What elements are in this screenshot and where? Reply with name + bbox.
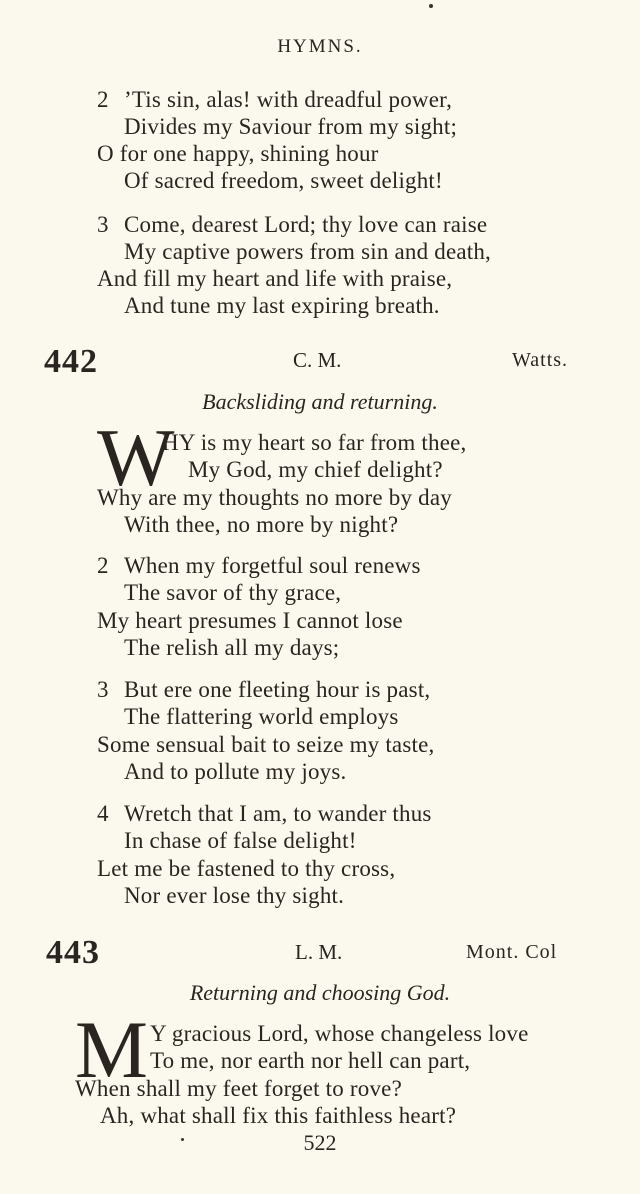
stanza-number: 3 (97, 212, 109, 237)
verse-line: Of sacred freedom, sweet delight! (124, 168, 443, 193)
hymn-subtitle: Returning and choosing God. (189, 980, 451, 1005)
hymn-number: 443 (46, 934, 100, 971)
drop-cap: M (75, 1004, 148, 1095)
hymn-meter: L. M. (295, 940, 343, 964)
verse-line: Come, dearest Lord; thy love can raise (124, 212, 488, 237)
verse-line: Nor ever lose thy sight. (124, 883, 345, 908)
drop-cap: W (97, 412, 175, 503)
verse-line: The relish all my days; (124, 635, 340, 660)
stanza-number: 4 (97, 801, 109, 826)
stanza-number: 3 (97, 677, 109, 702)
verse-line: O for one happy, shining hour (97, 141, 379, 166)
verse-line: ’Tis sin, alas! with dreadful power, (124, 87, 453, 112)
hymn-number: 442 (44, 343, 98, 380)
ink-speck (429, 4, 433, 8)
verse-line: My captive powers from sin and death, (124, 239, 491, 264)
verse-line: The flattering world employs (124, 704, 399, 729)
verse-line: In chase of false delight! (124, 828, 357, 853)
verse-line: Let me be fastened to thy cross, (97, 856, 396, 881)
verse-line: To me, nor earth nor hell can part, (150, 1048, 471, 1073)
verse-line: Divides my Saviour from my sight; (124, 114, 458, 139)
hymn-meter: C. M. (293, 348, 342, 372)
verse-line: And to pollute my joys. (124, 759, 347, 784)
stanza-number: 2 (97, 87, 109, 112)
verse-line: My heart presumes I cannot lose (97, 608, 403, 633)
verse-line: Y gracious Lord, whose changeless love (150, 1021, 529, 1046)
verse-line: When my forgetful soul renews (124, 553, 421, 578)
verse-line: The savor of thy grace, (124, 580, 342, 605)
verse-line: Some sensual bait to seize my taste, (97, 732, 435, 757)
verse-line: And fill my heart and life with praise, (97, 266, 453, 291)
verse-line: But ere one fleeting hour is past, (124, 677, 431, 702)
verse-line: Wretch that I am, to wander thus (124, 801, 432, 826)
verse-line: Ah, what shall fix this faithless heart? (100, 1103, 457, 1128)
hymn-author: Mont. Col (466, 941, 558, 963)
verse-line: When shall my feet forget to rove? (75, 1076, 402, 1101)
page-number: 522 (303, 1130, 337, 1155)
verse-line: Why are my thoughts no more by day (97, 485, 452, 510)
verse-line: With thee, no more by night? (124, 512, 399, 537)
running-head: HYMNS. (277, 36, 363, 57)
verse-line: HY is my heart so far from thee, (162, 430, 467, 455)
verse-line: My God, my chief delight? (188, 457, 443, 482)
hymn-author: Watts. (512, 349, 569, 371)
hymn-subtitle: Backsliding and returning. (202, 389, 438, 414)
verse-line: And tune my last expiring breath. (124, 293, 440, 318)
stanza-number: 2 (97, 553, 109, 578)
